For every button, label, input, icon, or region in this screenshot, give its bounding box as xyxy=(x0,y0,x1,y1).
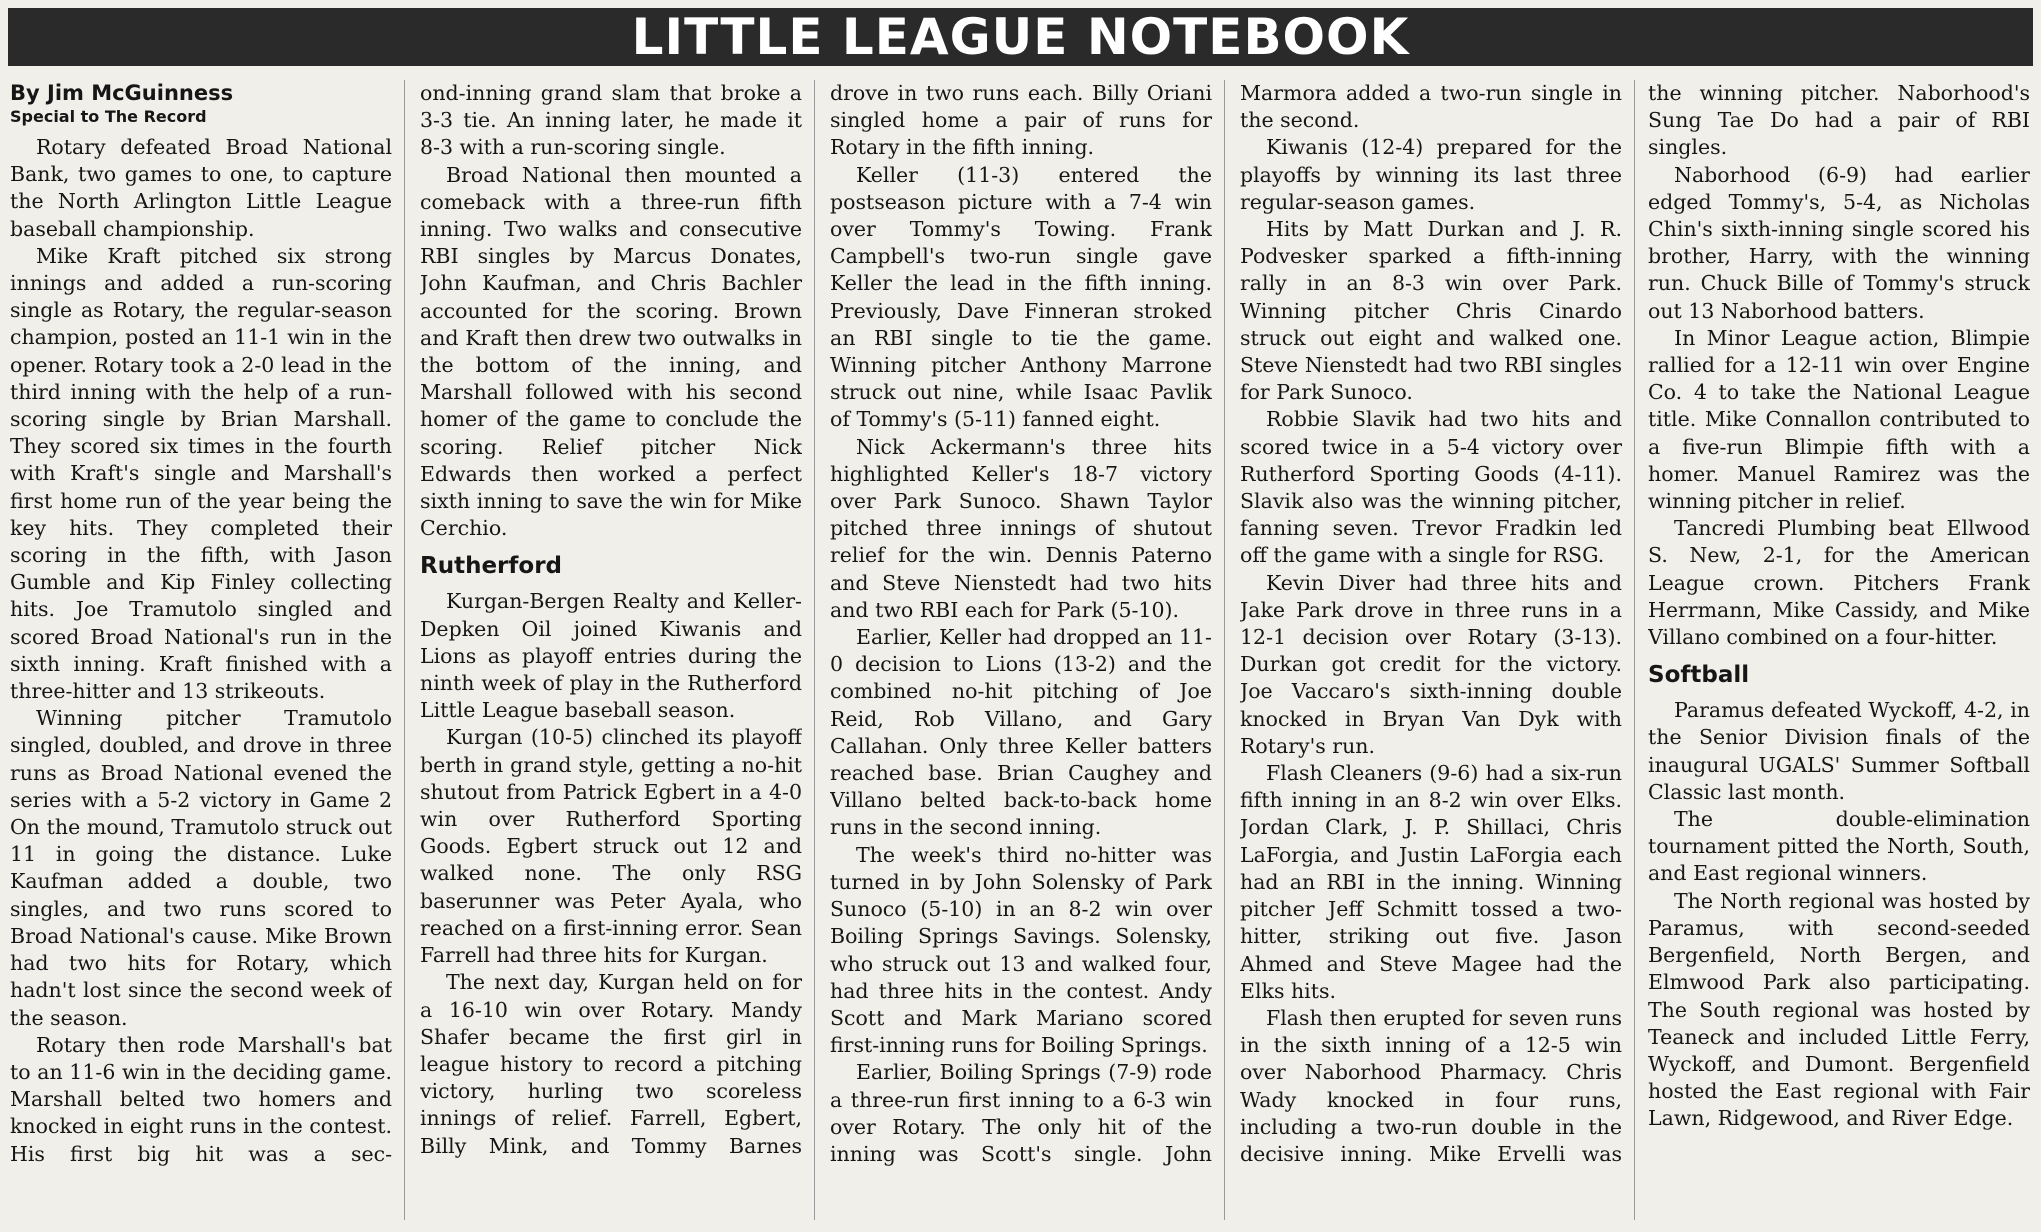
article-paragraph: Flash Cleaners (9-6) had a six-run fifth inning in an 8-2 win over Elks. Jordan Clark, J. P. Shillaci, Chris LaForgia, and Justin LaForgia each had an RBI in the inning. Winning pitcher Jeff Schmitt tossed a two-hitter, striking out five. Jason Ahmed and Steve Magee had the Elks hits. xyxy=(1240,761,1622,1003)
section-heading-softball: Softball xyxy=(1648,662,1750,689)
article-paragraph: Paramus defeated Wyckoff, 4-2, in the Senior Division finals of the inaugural UGALS' Summer Softball Classic last month. xyxy=(1648,698,2030,804)
article-column-2 xyxy=(420,80,802,1225)
article-column-3 xyxy=(830,80,1212,1225)
column-rule xyxy=(1224,80,1225,1220)
article-paragraph: Robbie Slavik had two hits and scored twice in a 5-4 victory over Rutherford Sporting Goods (4-11). Slavik also was the winning pitcher, fanning seven. Trevor Fradkin led off the game with a single for RSG. xyxy=(1240,407,1622,568)
article-column-5 xyxy=(1648,80,2030,1225)
section-heading-rutherford: Rutherford xyxy=(420,553,563,580)
article-paragraph: Naborhood (6-9) had earlier edged Tommy's, 5-4, as Nicholas Chin's sixth-inning single scored his brother, Harry, with the winning run. Chuck Bille of Tommy's struck out 13 Naborhood batters. xyxy=(1648,162,2030,323)
article-paragraph: the winning pitcher. Naborhood's Sung Tae Do had a pair of RBI singles. xyxy=(1648,81,2030,160)
article-paragraph: The North regional was hosted by Paramus, with second-seeded Bergenfield, North Bergen, and Elmwood Park also participating. The South regional was hosted by Teaneck and included Little Ferry, Wyckoff, and Dumont. Bergenfield hosted the East regional with Fair Lawn, Ridgewood, and River Edge. xyxy=(1648,888,2030,1131)
article-paragraph: In Minor League action, Blimpie rallied for a 12-11 win over Engine Co. 4 to take the National League title. Mike Connallon contributed to a five-run Blimpie fifth with a homer. Manuel Ramirez was the winning pitcher in relief. xyxy=(1648,325,2030,514)
article-paragraph: Rotary then rode Marshall's bat to an 11-6 win in the deciding game. Marshall belted two homers and knocked in eight runs in the contest. His first big hit was a sec- xyxy=(10,1032,392,1166)
article-column-4 xyxy=(1240,80,1622,1225)
article-paragraph: Keller (11-3) entered the postseason picture with a 7-4 win over Tommy's Towing. Frank Campbell's two-run single gave Keller the lead in the fifth inning. Previously, Dave Finneran stroked an RBI single to tie the game. Winning pitcher Anthony Marrone struck out nine, while Isaac Pavlik of Tommy's (5-11) fanned eight. xyxy=(830,162,1212,432)
byline-author: By Jim McGuinness xyxy=(10,81,234,105)
headline-banner xyxy=(8,8,2033,66)
page-title: LITTLE LEAGUE NOTEBOOK xyxy=(631,8,1410,66)
article-paragraph: Flash then erupted for seven runs in the sixth inning of a 12-5 win over Naborhood Pharmacy. Chris Wady knocked in four runs, including a two-run double in the decisive inning. Mike Ervelli was xyxy=(1240,1005,1622,1166)
column-rule xyxy=(1634,80,1635,1220)
column-rule xyxy=(404,80,405,1220)
column-rule xyxy=(814,80,815,1220)
article-paragraph: Kiwanis (12-4) prepared for the playoffs by winning its last three regular-season games. xyxy=(1240,135,1622,214)
article-paragraph: The week's third no-hitter was turned in by John Solensky of Park Sunoco (5-10) in an 8-2 win over Boiling Springs Savings. Solensky, who struck out 13 and walked four, had three hits in the contest. Andy Scott and Mark Mariano scored first-inning runs for Boiling Springs. xyxy=(830,842,1212,1058)
article-paragraph: Earlier, Boiling Springs (7-9) rode a three-run first inning to a 6-3 win over Rotary. The only hit of the inning was Scott's single. John xyxy=(830,1060,1212,1166)
article-paragraph: Broad National then mounted a comeback with a three-run fifth inning. Two walks and consecutive RBI singles by Marcus Donates, John Kaufman, and Chris Bachler accounted for the scoring. Brown and Kraft then drew two outwalks in the bottom of the inning, and Marshall followed with his second homer of the game to conclude the scoring. Relief pitcher Nick Edwards then worked a perfect sixth inning to save the win for Mike Cerchio. xyxy=(420,162,802,541)
article-paragraph: Hits by Matt Durkan and J. R. Podvesker sparked a fifth-inning rally in an 8-3 win over Park. Winning pitcher Chris Cinardo struck out eight and walked one. Steve Nienstedt had two RBI singles for Park Sunoco. xyxy=(1240,217,1622,405)
article-paragraph: Tancredi Plumbing beat Ellwood S. New, 2-1, for the American League crown. Pitchers Frank Herrmann, Mike Cassidy, and Mike Villano combined on a four-hitter. xyxy=(1648,516,2030,650)
article-paragraph: The double-elimination tournament pitted the North, South, and East regional winners. xyxy=(1648,807,2030,886)
article-paragraph: drove in two runs each. Billy Oriani singled home a pair of runs for Rotary in the fifth inning. xyxy=(830,81,1212,160)
article-paragraph: Marmora added a two-run single in the second. xyxy=(1240,81,1622,133)
article-paragraph: Mike Kraft pitched six strong innings and added a run-scoring single as Rotary, the regular-season champion, posted an 11-1 win in the opener. Rotary took a 2-0 lead in the third inning with the help of a run-scoring single by Brian Marshall. They scored six times in the fourth with Kraft's single and Marshall's first home run of the year being the key hits. They completed their scoring in the fifth, with Jason Gumble and Kip Finley collecting hits. Joe Tramutolo singled and scored Broad National's run in the sixth inning. Kraft finished with a three-hitter and 13 strikeouts. xyxy=(10,243,392,704)
article-paragraph: Kevin Diver had three hits and Jake Park drove in three runs in a 12-1 decision over Rotary (3-13). Durkan got credit for the victory. Joe Vaccaro's sixth-inning double knocked in Bryan Van Dyk with Rotary's run. xyxy=(1240,570,1622,758)
article-paragraph: Kurgan-Bergen Realty and Keller-Depken Oil joined Kiwanis and Lions as playoff entries during the ninth week of play in the Rutherford Little League baseball season. xyxy=(420,589,802,723)
article-paragraph: The next day, Kurgan held on for a 16-10 win over Rotary. Mandy Shafer became the first girl in league history to record a pitching victory, hurling two scoreless innings of relief. Farrell, Egbert, Billy Mink, and Tommy Barnes xyxy=(420,970,802,1158)
article-column-1 xyxy=(10,80,392,1225)
article-paragraph: Winning pitcher Tramutolo singled, doubled, and drove in three runs as Broad National evened the series with a 5-2 victory in Game 2 On the mound, Tramutolo struck out 11 in going the distance. Luke Kaufman added a double, two singles, and two runs scored to Broad National's cause. Mike Brown had two hits for Rotary, which hadn't lost since the second week of the season. xyxy=(10,706,392,1030)
article-paragraph: Earlier, Keller had dropped an 11-0 decision to Lions (13-2) and the combined no-hit pitching of Joe Reid, Rob Villano, and Gary Callahan. Only three Keller batters reached base. Brian Caughey and Villano belted back-to-back home runs in the second inning. xyxy=(830,625,1212,840)
byline-affiliation: Special to The Record xyxy=(10,107,207,126)
article-paragraph: Kurgan (10-5) clinched its playoff berth in grand style, getting a no-hit shutout from Patrick Egbert in a 4-0 win over Rutherford Sporting Goods. Egbert struck out 12 and walked none. The only RSG baserunner was Peter Ayala, who reached on a first-inning error. Sean Farrell had three hits for Kurgan. xyxy=(420,725,802,968)
article-paragraph: Rotary defeated Broad National Bank, two games to one, to capture the North Arlington Little League baseball championship. xyxy=(10,135,392,241)
article-paragraph: Nick Ackermann's three hits highlighted Keller's 18-7 victory over Park Sunoco. Shawn Taylor pitched three innings of shutout relief for the win. Dennis Paterno and Steve Nienstedt had two hits and two RBI each for Park (5-10). xyxy=(830,434,1212,622)
article-paragraph: ond-inning grand slam that broke a 3-3 tie. An inning later, he made it 8-3 with a run-scoring single. xyxy=(420,81,802,160)
